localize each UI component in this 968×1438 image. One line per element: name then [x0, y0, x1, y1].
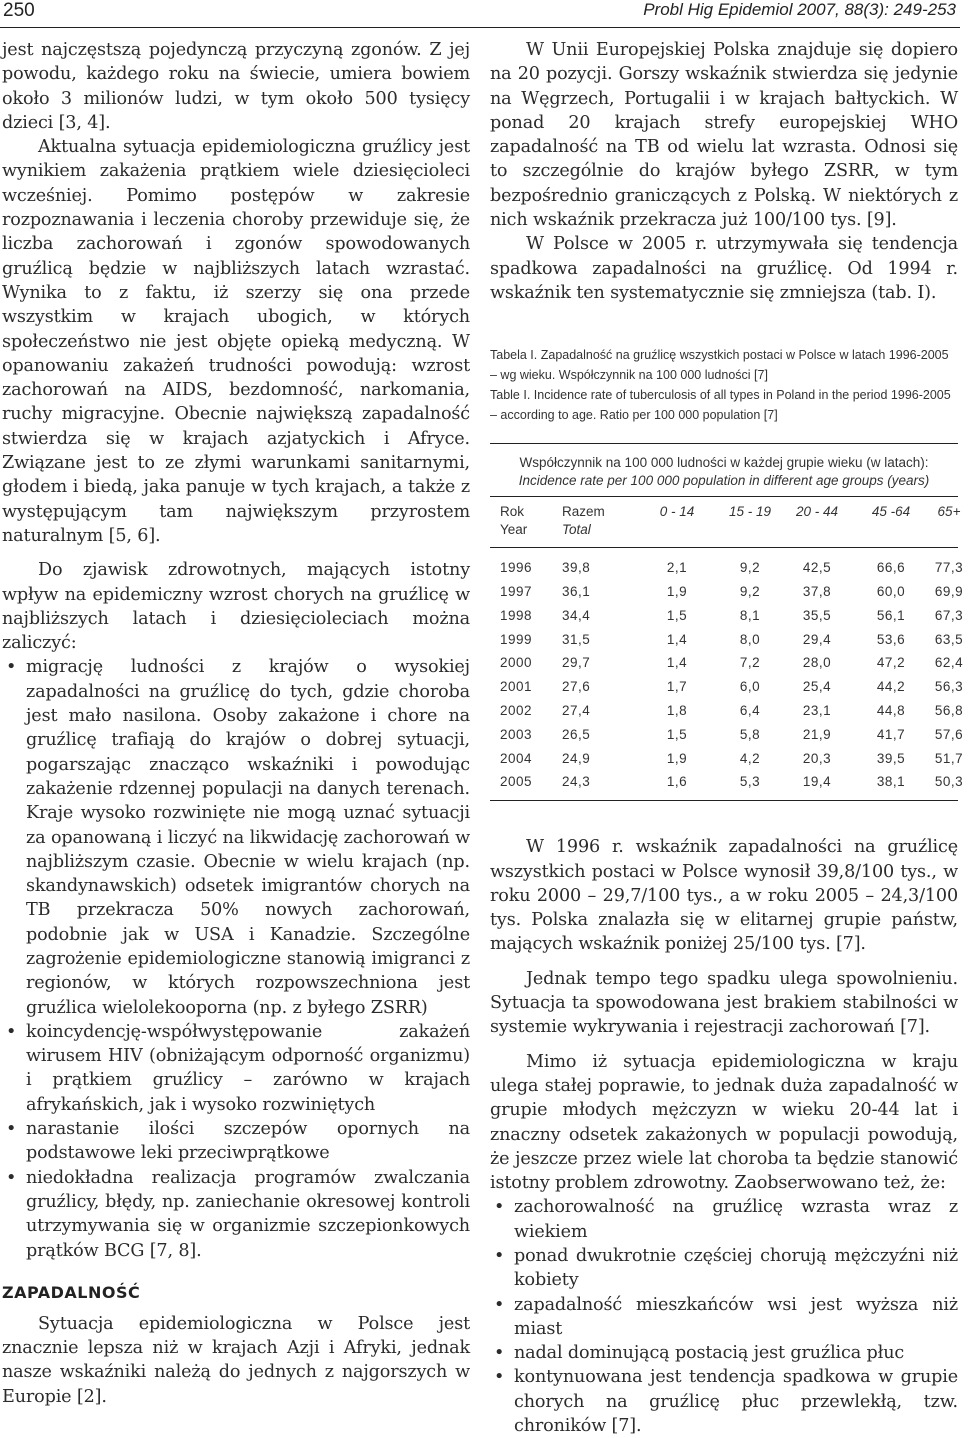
- table-cell: 8,1: [739, 607, 761, 623]
- page-header: [0, 0, 960, 28]
- table-cell: 51,7: [934, 750, 964, 766]
- table-header-pl: Współczynnik na 100 000 ludności w każdej grupie wieku (w latach):: [519, 455, 929, 471]
- table-cell: 29,7: [562, 655, 591, 671]
- bullet-list: [490, 1195, 958, 1438]
- table-cell: 36,1: [562, 584, 591, 600]
- table-cell: 60,0: [876, 584, 906, 600]
- table-cell: 1,7: [666, 679, 688, 695]
- paragraph: W Unii Europejskiej Polska znajduje się dopiero na 20 pozycji. Gorszy wskaźnik stwierdza się jedynie na Węgrzech, Portugalii i w krajach bałtyckich. W ponad 20 krajach strefy europejskiej WHO zapadalność na TB od wielu lat wzrasta. Odnosi się to szczególnie do krajów byłego ZSRR, w tym bezpośrednio graniczących z Polską. W niektórych z nich wskaźnik przekracza już 100/100 tys. [9].: [490, 40, 958, 231]
- table-cell: 31,5: [562, 631, 591, 647]
- paragraph: Mimo iż sytuacja epidemiologiczna w kraju ulega stałej poprawie, to jednak duża zapadalność w grupie młodych mężczyzn w wieku 20-44 lat i znaczny odsetek zakażonych w populacji powodują, że jeszcze przez wiele lat choroba ta będzie stanowić istotny problem zdrowotny. Zaobserwowano też, że:: [490, 1051, 958, 1194]
- table-cell: 23,1: [802, 703, 832, 719]
- table-cell: 9,2: [739, 584, 761, 600]
- table-group-header: [490, 444, 958, 497]
- table-cell: 1,6: [666, 774, 688, 790]
- table-cell: 5,8: [739, 726, 761, 742]
- table-cell: 53,6: [876, 631, 906, 647]
- table-cell: 35,5: [802, 607, 832, 623]
- table-cell-year: 2005: [500, 774, 533, 790]
- page-number: 250: [3, 0, 35, 21]
- col-age-header: 0 - 14: [659, 504, 695, 520]
- table-cell: 44,8: [876, 703, 906, 719]
- col-age-header: 15 - 19: [728, 504, 772, 520]
- table-cell: 27,4: [562, 703, 591, 719]
- list-item: • ponad dwukrotnie częściej chorują mężczyźni niż kobiety: [490, 1244, 958, 1293]
- col-year-header: [500, 503, 562, 539]
- table-cell: 24,3: [562, 774, 591, 790]
- table-cell: 50,3: [934, 774, 964, 790]
- col-total-label: Total: [562, 522, 591, 538]
- table-cell: 21,9: [802, 726, 832, 742]
- list-item: • koincydencję-współwystępowanie zakażeń wirusem HIV (obniżającym odporność organizmu) i prątkiem gruźlicy – zarówno w krajach afrykańskich, jak i wysoko rozwiniętych: [2, 1020, 470, 1117]
- table-row: [500, 723, 964, 747]
- table-cell: 56,3: [934, 679, 964, 695]
- table-column-headers: [490, 497, 961, 548]
- table-body: [490, 548, 964, 800]
- paragraph: Aktualna sytuacja epidemiologiczna gruźlicy jest wynikiem zakażenia prątkiem wiele dziesięcioleci wcześniej. Pomimo postępów w zakresie rozpoznawania i leczenia choroby przewiduje się, że liczba zachorowań i zgonów spowodowanych gruźlicą będzie w najbliższych latach wzrastać. Wynika to z faktu, iż szerzy się ona przede wszystkim w krajach ubogich, w których społeczeństwo nie jest objęte opieką medyczną. W opanowaniu zakażeń trudności powodują: wzrost zachorowań na AIDS, bezdomność, narkomania, ruchy migracyjne. Obecnie największą zapadalność stwierdza się w krajach azjatyckich i Afryce. Związane jest to ze złymi warunkami sanitarnymi, głodem i biedą, jaka panuje w tych krajach, a także z występującym tam największym przyrostem naturalnym [5, 6].: [2, 137, 470, 546]
- table-cell: 29,4: [802, 631, 832, 647]
- table-cell-year: 2004: [500, 750, 533, 766]
- table-cell: 39,5: [876, 750, 906, 766]
- table-cell: 26,5: [562, 726, 591, 742]
- table-row: [500, 556, 964, 580]
- table-cell: 37,8: [802, 584, 832, 600]
- table-cell: 56,1: [876, 607, 906, 623]
- table-cell: 1,5: [666, 607, 688, 623]
- table-cell: 2,1: [666, 560, 688, 576]
- table-cell: 1,5: [666, 726, 688, 742]
- table-row: [500, 651, 964, 675]
- table-cell: 47,2: [876, 655, 906, 671]
- col-age-header: 45 -64: [871, 504, 911, 520]
- table-row: [500, 628, 964, 652]
- table-cell: 69,9: [934, 584, 964, 600]
- table-cell-year: 1999: [500, 631, 533, 647]
- incidence-table: [490, 443, 964, 801]
- table-cell-year: 1996: [500, 560, 533, 576]
- left-column: [2, 38, 470, 1409]
- bullet-list: [2, 655, 470, 1262]
- table-cell: 1,9: [666, 750, 688, 766]
- table-cell: 62,4: [934, 655, 964, 671]
- paragraph: Sytuacja epidemiologiczna w Polsce jest znacznie lepsza niż w krajach Azji i Afryki, jednak nasze wskaźniki należą do jednych z najgorszych w Europie [2].: [2, 1313, 470, 1407]
- table-cell: 63,5: [934, 631, 964, 647]
- col-age-header: 65+: [937, 504, 961, 520]
- table-cell: 19,4: [802, 774, 832, 790]
- table-cell: 24,9: [562, 750, 591, 766]
- table-cell: 56,8: [934, 703, 964, 719]
- paragraph: Jednak tempo tego spadku ulega spowolnieniu. Sytuacja ta spowodowana jest brakiem stabilności w systemie wykrywania i rejestracji zachorowań [7].: [490, 968, 958, 1038]
- table-cell: 1,9: [666, 584, 688, 600]
- paragraph: jest najczęstszą pojedynczą przyczyną zgonów. Z jej powodu, każdego roku na świecie, umiera bowiem około 3 milionów ludzi, w tym około 500 tysięcy dzieci [3, 4].: [2, 40, 470, 133]
- table-cell: 41,7: [876, 726, 906, 742]
- table-cell: 1,4: [666, 631, 688, 647]
- table-cell: 6,4: [739, 703, 761, 719]
- table-row: [500, 747, 964, 771]
- list-item: • kontynuowana jest tendencja spadkowa w grupie chorych na gruźlicę płuc przewlekłą, tzw. chroników [7].: [490, 1365, 958, 1438]
- list-item: • zachorowalność na gruźlicę wzrasta wraz z wiekiem: [490, 1195, 958, 1244]
- col-year-label: Year: [500, 522, 528, 538]
- paragraph: Do zjawisk zdrowotnych, mających istotny wpływ na epidemiczny wzrost chorych na gruźlicę w najbliższych latach i dziesięcioleciach można zaliczyć:: [2, 560, 470, 654]
- table-cell: 66,6: [876, 560, 906, 576]
- table-cell: 8,0: [739, 631, 761, 647]
- table-cell: 27,6: [562, 679, 591, 695]
- table-cell: 6,0: [739, 679, 761, 695]
- col-total-header: [562, 503, 636, 539]
- table-cell: 9,2: [739, 560, 761, 576]
- table-cell: 20,3: [802, 750, 832, 766]
- table-row: [500, 770, 964, 794]
- table-row: [500, 580, 964, 604]
- paragraph: W Polsce w 2005 r. utrzymywała się tendencja spadkowa zapadalności na gruźlicę. Od 1994 r. wskaźnik ten systematycznie się zmniejsza (tab. I).: [490, 234, 958, 303]
- table-cell: 1,8: [666, 703, 688, 719]
- right-column: [490, 38, 964, 1438]
- table-header-en: Incidence rate per 100 000 population in different age groups (years): [518, 473, 930, 489]
- paragraph: W 1996 r. wskaźnik zapadalności na gruźlicę wszystkich postaci w Polsce wynosił 39,8/100 tys., w roku 2000 – 29,7/100 tys., a w roku 2005 – 24,3/100 tys. Polska znalazła się w elitarnej grupie państw, mających wskaźnik poniżej 25/100 tys. [7].: [490, 837, 958, 955]
- table-cell: 77,3: [934, 560, 964, 576]
- list-item: • nadal dominującą postacią jest gruźlica płuc: [490, 1341, 958, 1365]
- table-cell: 57,6: [934, 726, 964, 742]
- table-cell-year: 2002: [500, 703, 533, 719]
- col-razem-label: Razem: [562, 504, 605, 520]
- table-row: [500, 604, 964, 628]
- table-row: [500, 675, 964, 699]
- section-heading: ZAPADALNOŚĆ: [2, 1282, 141, 1302]
- table-cell: 38,1: [876, 774, 906, 790]
- table-cell: 28,0: [802, 655, 832, 671]
- list-item: • migrację ludności z krajów o wysokiej zapadalności na gruźlicę do tych, gdzie choroba jest mało nasilona. Osoby zakażone i chore na gruźlicę trafiają do krajów o dobrej sytuacji, pogarszając znacząco wskaźniki i powodując zakażenie rdzennej populacji na danych terenach. Kraje wysoko rozwinięte nie mogą uznać sytuacji za opanowaną i liczyć na likwidację zachorowań w najbliższym czasie. Obecnie w wielu krajach (np. skandynawskich) odsetek imigrantów chorych na TB przekracza 50% nowych zachorowań, podobnie jak w USA i Kanadzie. Szczególne zagrożenie epidemiologiczne stanowią imigranci z regionów, w których rozpowszechniona jest gruźlica wielolekooporna (np. z byłego ZSRR): [2, 655, 470, 1019]
- table-row: [500, 699, 964, 723]
- table-cell-year: 2000: [500, 655, 533, 671]
- list-item: • zapadalność mieszkańców wsi jest wyższa niż miast: [490, 1293, 958, 1342]
- list-item: • narastanie ilości szczepów opornych na podstawowe leki przeciwprątkowe: [2, 1117, 470, 1166]
- table-cell-year: 2001: [500, 679, 533, 695]
- table-cell: 1,4: [666, 655, 688, 671]
- table-cell-year: 2003: [500, 726, 533, 742]
- table-cell-year: 1997: [500, 584, 533, 600]
- col-age-header: 20 - 44: [795, 504, 839, 520]
- table-cell: 5,3: [739, 774, 761, 790]
- table-cell: 42,5: [802, 560, 832, 576]
- col-rok-label: Rok: [500, 504, 525, 520]
- table-cell: 44,2: [876, 679, 906, 695]
- table-caption: [490, 345, 958, 425]
- table-cell: 34,4: [562, 607, 591, 623]
- table-cell: 25,4: [802, 679, 832, 695]
- journal-citation: Probl Hig Epidemiol 2007, 88(3): 249-253: [643, 0, 956, 19]
- table-cell: 7,2: [739, 655, 761, 671]
- list-item: • niedokładna realizacja programów zwalczania gruźlicy, błędy, np. zaniechanie okresowej kontroli utrzymywania się w organizmie szczepionkowych prątków BCG [7, 8].: [2, 1166, 470, 1263]
- table-cell-year: 1998: [500, 607, 533, 623]
- caption-pl: Tabela I. Zapadalność na gruźlicę wszystkich postaci w Polsce w latach 1996-2005 – wg wieku. Współczynnik na 100 000 ludności [7]: [490, 348, 949, 383]
- table-cell: 4,2: [739, 750, 761, 766]
- table-cell: 67,3: [934, 607, 964, 623]
- caption-en: Table I. Incidence rate of tuberculosis of all types in Poland in the period 1996-2005 – according to age. Ratio per 100 000 population [7]: [490, 388, 951, 423]
- table-cell: 39,8: [562, 560, 591, 576]
